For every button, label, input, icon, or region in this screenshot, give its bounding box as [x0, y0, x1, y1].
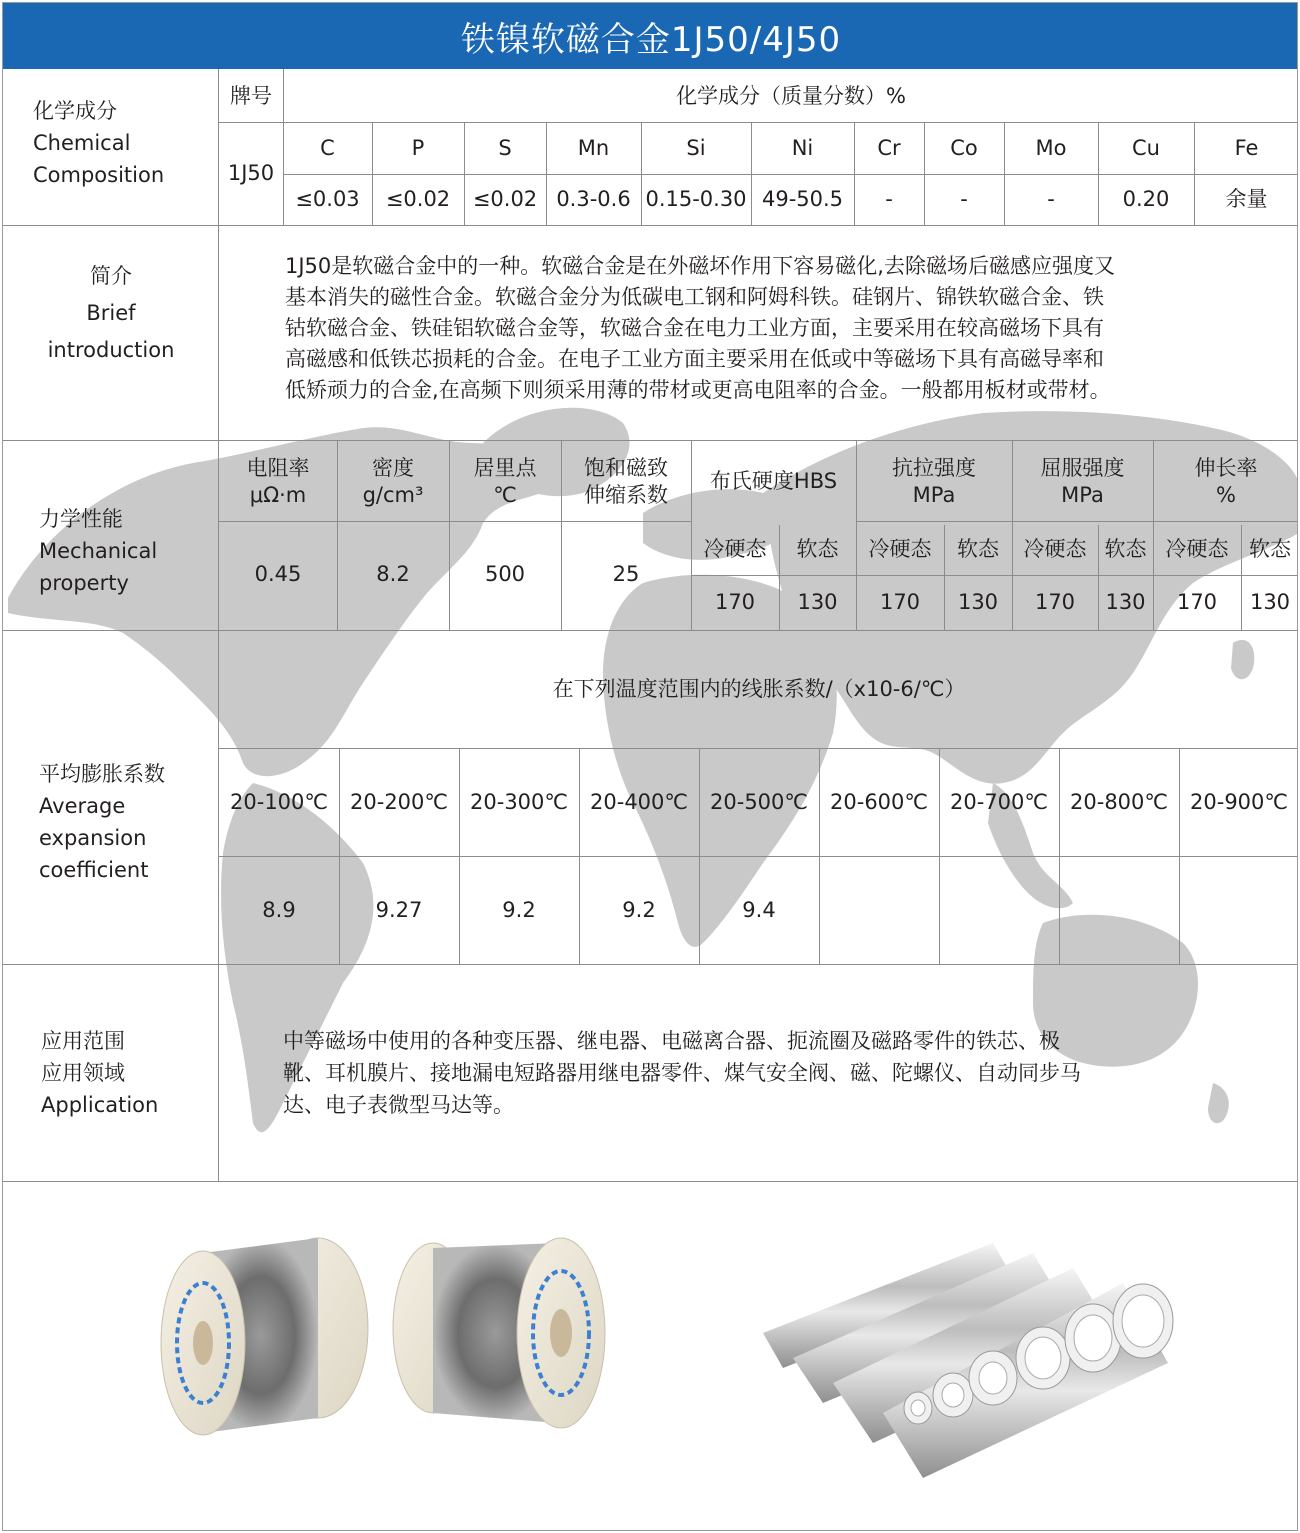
state-soft: 软态 — [796, 537, 839, 562]
mech-header-line1: 屈服强度 — [1040, 455, 1125, 480]
brief-text — [285, 251, 1115, 406]
mech-header — [1012, 443, 1153, 521]
mech-header-line2: MPa — [912, 483, 956, 507]
element-header: Co — [950, 136, 978, 161]
mech-header — [449, 443, 561, 521]
expansion-value — [819, 857, 939, 965]
mechanical-label-en1: Mechanical — [39, 539, 158, 563]
element-header: Mn — [577, 136, 610, 161]
cell-line — [1012, 441, 1013, 630]
expansion-range: 20-500℃ — [710, 790, 808, 815]
cell-line — [1194, 123, 1195, 225]
row-divider — [3, 440, 1298, 441]
cell-line — [579, 749, 580, 964]
cell-line — [854, 123, 855, 225]
mech-header — [856, 443, 1012, 521]
mech-header-line1: 抗拉强度 — [892, 455, 976, 480]
cell-line — [372, 123, 373, 225]
mech-header — [219, 443, 337, 521]
mech-split-value: 170 — [879, 590, 921, 615]
cell-line — [449, 441, 450, 630]
expansion-label-en1: Average — [39, 794, 126, 818]
page-title: 铁镍软磁合金1J50/4J50 — [3, 3, 1298, 69]
row-divider — [3, 630, 1298, 631]
state-cold: 冷硬态 — [1165, 537, 1229, 562]
state-cold: 冷硬态 — [703, 537, 767, 562]
cell-line — [219, 748, 1298, 749]
element-value: - — [1047, 187, 1055, 212]
grade-header: 牌号 — [230, 84, 272, 109]
element-header: P — [411, 136, 425, 161]
application-label — [41, 1025, 158, 1121]
mech-split-value: 130 — [957, 590, 999, 615]
cell-line — [699, 749, 700, 964]
cell-line — [691, 441, 692, 630]
expansion-range: 20-600℃ — [830, 790, 928, 815]
mech-value: 8.2 — [376, 562, 410, 587]
brief-label — [3, 248, 219, 378]
expansion-value — [939, 857, 1059, 965]
wire-spool-image — [161, 1238, 368, 1435]
composition-caption: 化学成分（质量分数）% — [676, 84, 906, 109]
cell-line — [1153, 441, 1154, 630]
element-value: 0.20 — [1122, 187, 1170, 212]
expansion-value: 9.27 — [375, 898, 423, 923]
element-header: Ni — [791, 136, 814, 161]
brief-line: 高磁感和低铁芯损耗的合金。在电子工业方面主要采用在低或中等磁场下具有高磁导率和 — [285, 347, 1104, 371]
cell-line — [939, 749, 940, 964]
cell-line — [219, 122, 1298, 123]
composition-label-en1: Chemical — [33, 131, 131, 155]
expansion-range: 20-800℃ — [1070, 790, 1168, 815]
mech-split-value: 170 — [714, 590, 756, 615]
state-soft: 软态 — [957, 537, 999, 562]
cell-line — [219, 521, 691, 522]
mechanical-label-cn: 力学性能 — [39, 507, 123, 531]
mech-value: 500 — [484, 562, 526, 587]
mech-value: 25 — [612, 562, 640, 587]
mech-header-line2: % — [1216, 483, 1236, 507]
cell-line — [1098, 525, 1099, 630]
mech-header-line2: μΩ·m — [249, 483, 307, 507]
element-header: Cr — [877, 136, 901, 161]
composition-label — [33, 95, 164, 191]
expansion-range: 20-100℃ — [230, 790, 328, 815]
cell-line — [751, 123, 752, 225]
state-cold: 冷硬态 — [868, 537, 932, 562]
brief-line: 钴软磁合金、铁硅铝软磁合金等，软磁合金在电力工业方面，主要采用在较高磁场下具有 — [285, 316, 1104, 340]
expansion-label-cn: 平均膨胀系数 — [39, 762, 165, 786]
brief-label-en2: introduction — [47, 337, 175, 362]
mech-header-line2: g/cm³ — [362, 483, 424, 507]
brief-line: 基本消失的磁性合金。软磁合金分为低碳电工钢和阿姆科铁。硅钢片、锦铁软磁合金、铁 — [285, 285, 1104, 309]
element-value: ≤0.02 — [472, 187, 538, 212]
mech-split-value: 170 — [1176, 590, 1218, 615]
cell-line — [283, 69, 284, 225]
datasheet-page — [2, 2, 1298, 1531]
application-line: 中等磁场中使用的各种变压器、继电器、电磁离合器、扼流圈及磁路零件的铁芯、极 — [283, 1029, 1060, 1053]
brief-line: 低矫顽力的合金,在高频下则须采用薄的带材或更高电阻率的合金。一般都用板材或带材。 — [285, 378, 1111, 402]
row-divider — [3, 1181, 1298, 1182]
cell-line — [944, 525, 945, 630]
expansion-label-en2: expansion — [39, 826, 147, 850]
grade-value: 1J50 — [227, 161, 275, 186]
steel-pipes-image — [763, 1243, 1173, 1478]
mech-split-value: 170 — [1034, 590, 1076, 615]
cell-line — [779, 525, 780, 630]
row-divider — [3, 225, 1298, 226]
mech-header — [1153, 443, 1298, 521]
cell-line — [1179, 749, 1180, 964]
mech-header-line1: 饱和磁致 — [584, 455, 668, 480]
cell-line — [546, 123, 547, 225]
row-divider — [3, 964, 1298, 965]
expansion-range: 20-400℃ — [590, 790, 688, 815]
cell-line — [459, 749, 460, 964]
element-header: C — [320, 136, 335, 161]
brief-line: 1J50是软磁合金中的一种。软磁合金是在外磁坏作用下容易磁化,去除磁场后磁感应强度又 — [285, 254, 1115, 278]
application-line: 达、电子表微型马达等。 — [283, 1093, 514, 1117]
expansion-label — [39, 758, 165, 886]
expansion-label-en3: coefficient — [39, 858, 149, 882]
wire-spool-image — [393, 1238, 605, 1428]
mech-split-value: 130 — [1249, 590, 1291, 615]
cell-line — [219, 856, 1298, 857]
mech-header-line1: 电阻率 — [246, 455, 310, 480]
label-column-divider — [218, 69, 219, 1181]
application-label-cn1: 应用范围 — [41, 1029, 125, 1053]
mech-header: 布氏硬度HBS — [709, 469, 838, 494]
application-line: 靴、耳机膜片、接地漏电短路器用继电器零件、煤气安全阀、磁、陀螺仪、自动同步马 — [283, 1061, 1081, 1085]
expansion-range: 20-300℃ — [470, 790, 568, 815]
mech-header-line1: 伸长率 — [1194, 455, 1258, 480]
mech-header — [561, 443, 691, 521]
brief-label-cn: 简介 — [90, 263, 132, 288]
brief-label-en1: Brief — [86, 300, 136, 325]
cell-line — [1004, 123, 1005, 225]
cell-line — [561, 441, 562, 630]
cell-line — [337, 441, 338, 630]
cell-line — [339, 749, 340, 964]
mech-split-value: 130 — [797, 590, 838, 615]
element-header: Fe — [1234, 136, 1259, 161]
element-header: Si — [686, 136, 706, 161]
application-label-en: Application — [41, 1093, 159, 1117]
mech-value: 0.45 — [254, 562, 302, 587]
element-value: 49-50.5 — [761, 187, 844, 212]
element-value: ≤0.02 — [385, 187, 451, 212]
mech-header-line2: MPa — [1061, 483, 1104, 507]
composition-label-en2: Composition — [33, 163, 165, 187]
composition-label-cn: 化学成分 — [33, 99, 117, 123]
element-value: - — [885, 187, 893, 212]
expansion-value — [1179, 857, 1298, 965]
state-soft: 软态 — [1249, 537, 1291, 562]
mech-header-line1: 居里点 — [473, 455, 537, 480]
expansion-value: 8.9 — [262, 898, 296, 923]
application-text — [283, 1025, 1081, 1121]
mechanical-label-en2: property — [39, 571, 129, 595]
element-value: 0.3-0.6 — [556, 187, 631, 212]
cell-line — [283, 174, 1298, 175]
expansion-value: 9.2 — [622, 898, 656, 923]
cell-line — [924, 123, 925, 225]
cell-line — [464, 123, 465, 225]
expansion-value: 9.4 — [742, 898, 776, 923]
expansion-range: 20-700℃ — [950, 790, 1048, 815]
element-header: S — [498, 136, 512, 161]
expansion-value: 9.2 — [502, 898, 536, 923]
element-value: 余量 — [1225, 187, 1268, 212]
mech-header-line2: 伸缩系数 — [584, 483, 668, 507]
cell-line — [1241, 525, 1242, 630]
cell-line — [819, 749, 820, 964]
mech-header — [337, 443, 449, 521]
expansion-caption: 在下列温度范围内的线胀系数/（x10-6/℃） — [552, 677, 966, 702]
expansion-value — [1059, 857, 1179, 965]
cell-line — [856, 441, 857, 630]
mech-header-line2: ℃ — [493, 483, 517, 507]
state-cold: 冷硬态 — [1023, 537, 1087, 562]
expansion-range: 20-900℃ — [1190, 790, 1288, 815]
element-header: Cu — [1132, 136, 1160, 161]
mechanical-label — [39, 503, 157, 599]
cell-line — [1098, 123, 1099, 225]
product-images — [3, 1183, 1298, 1531]
mech-split-value: 130 — [1105, 590, 1146, 615]
cell-line — [641, 123, 642, 225]
element-header: Mo — [1035, 136, 1067, 161]
cell-line — [1059, 749, 1060, 964]
mech-header-line1: 密度 — [372, 455, 414, 480]
element-value: ≤0.03 — [295, 187, 360, 212]
application-label-cn2: 应用领域 — [41, 1061, 125, 1085]
cell-line — [856, 521, 1298, 522]
element-value: - — [960, 187, 968, 212]
expansion-range: 20-200℃ — [350, 790, 448, 815]
cell-line — [691, 575, 1298, 576]
state-soft: 软态 — [1104, 537, 1147, 562]
element-value: 0.15-0.30 — [645, 187, 747, 212]
